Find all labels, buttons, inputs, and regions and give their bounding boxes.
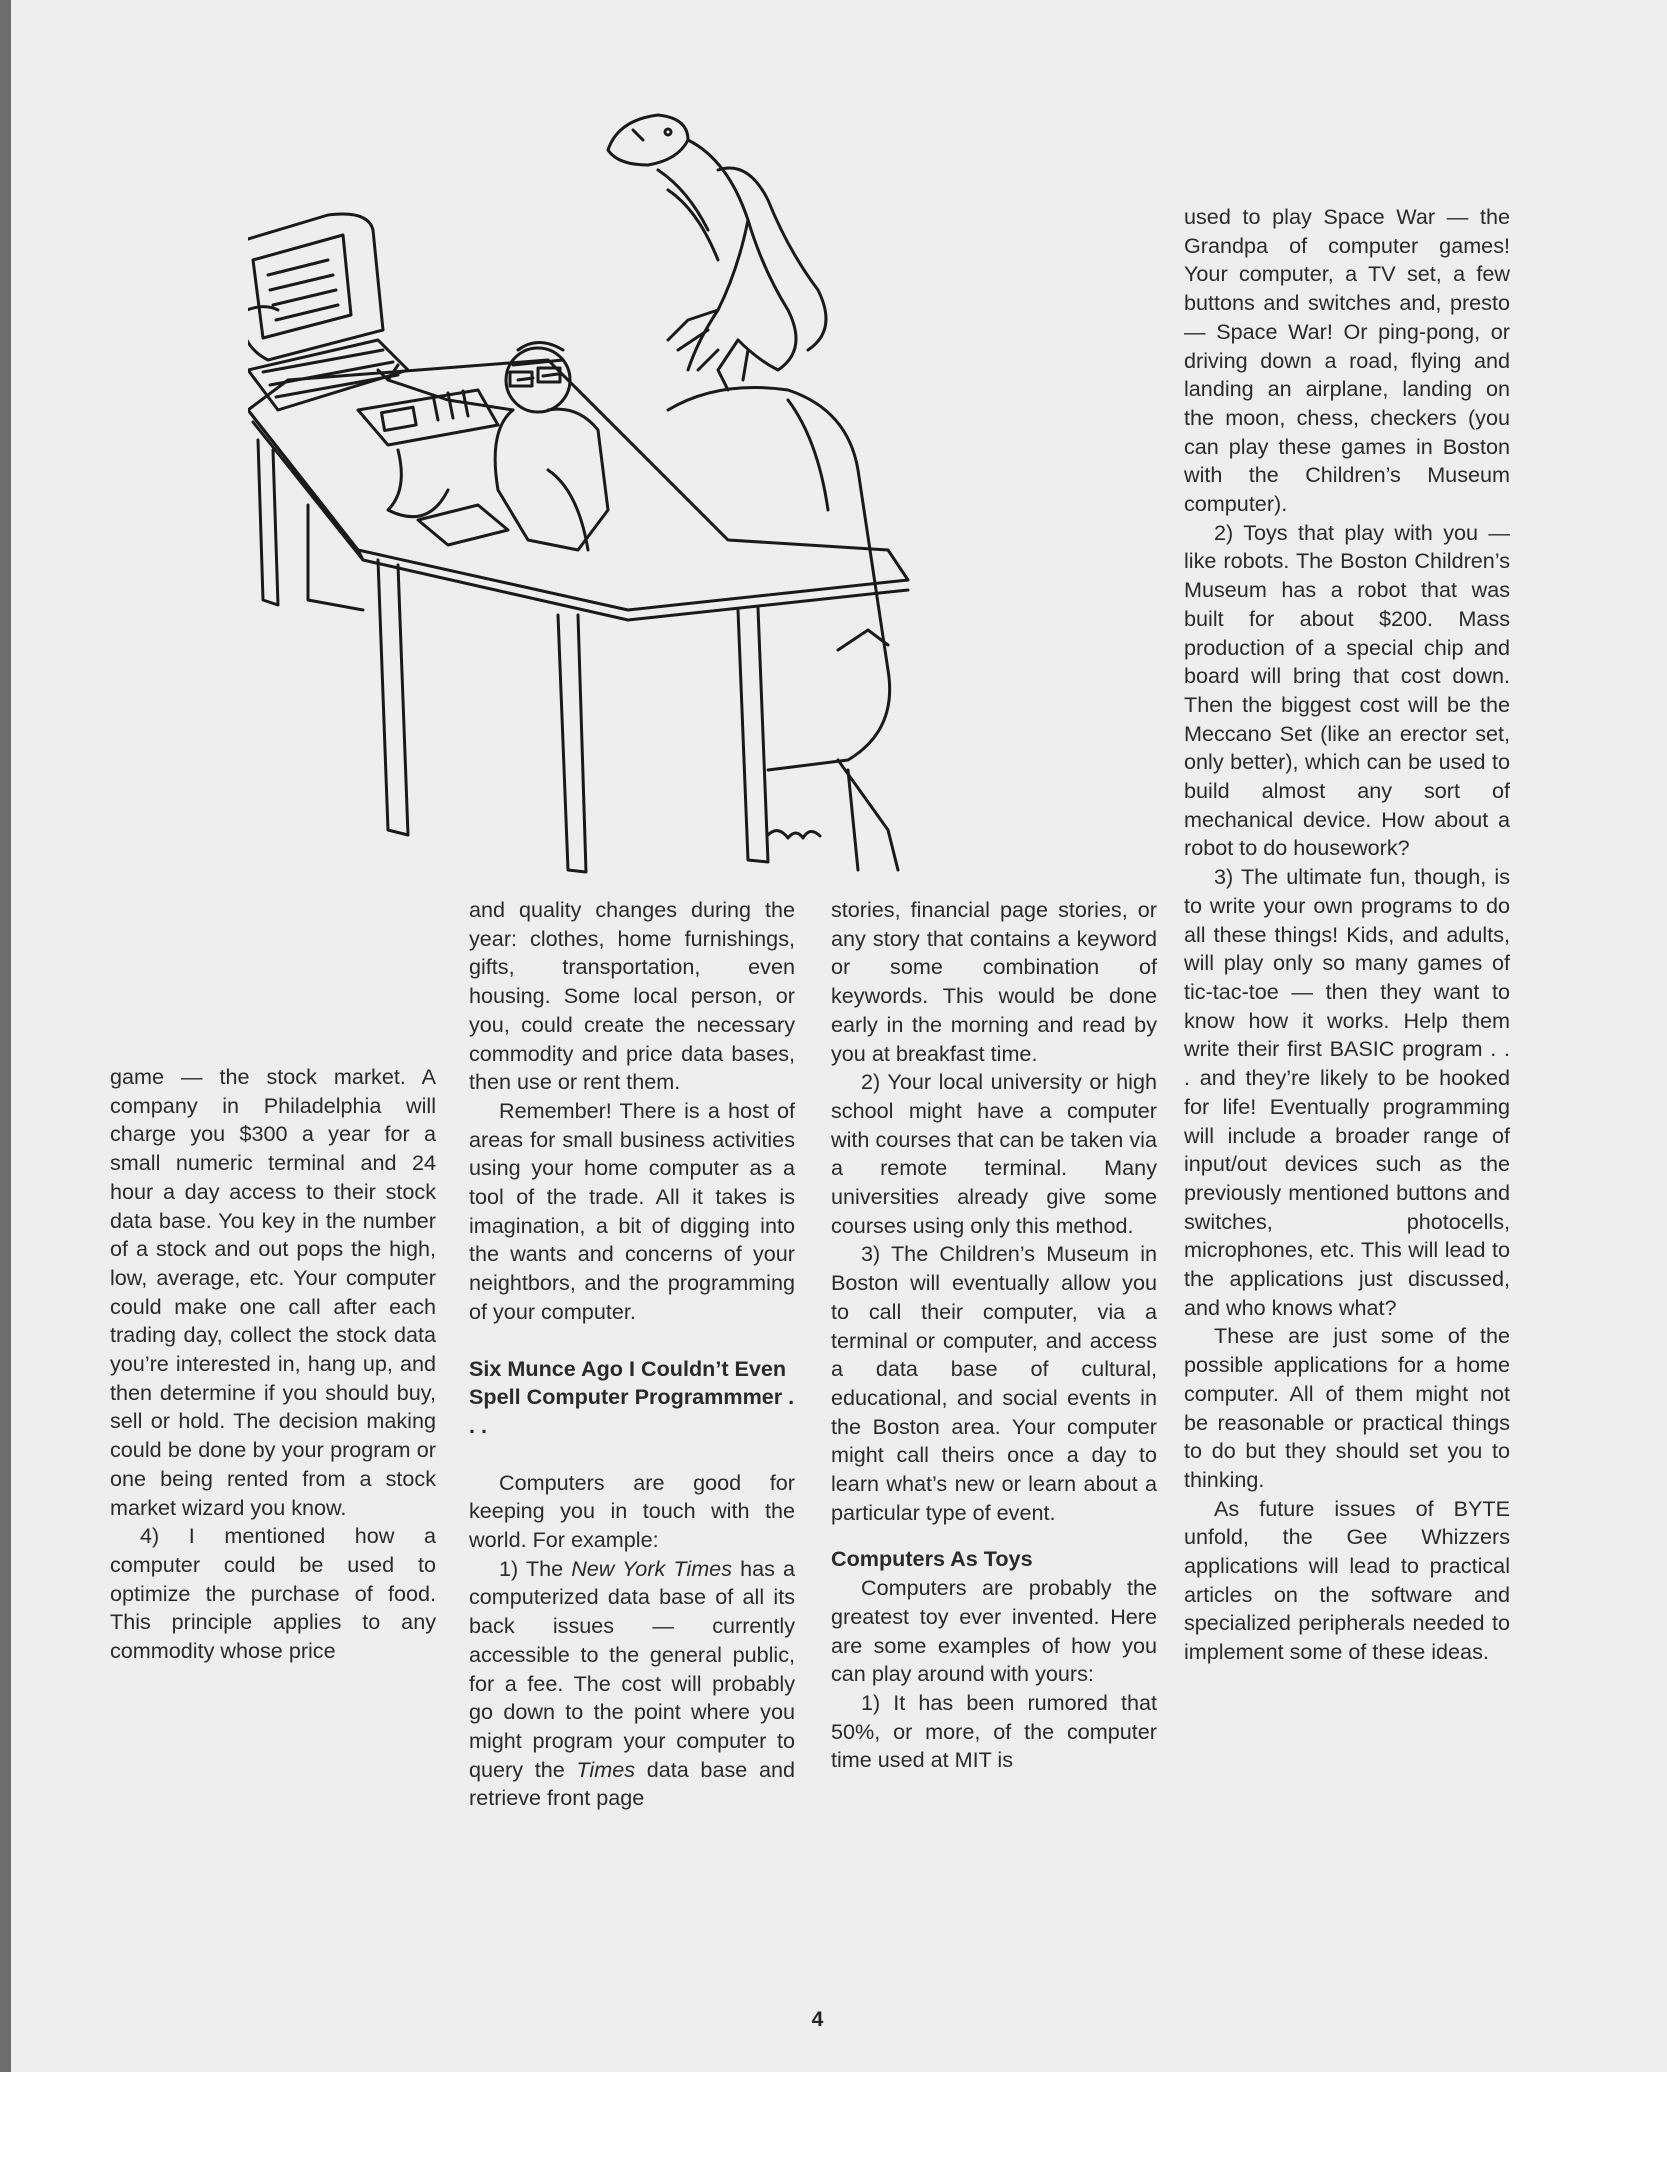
column-2 — [469, 896, 795, 1813]
paragraph: Computers are good for keeping you in touch with the world. For example: — [469, 1469, 795, 1553]
paragraph: stories, financial page stories, or any story that contains a keyword or some combination of keywords. This would be done early in the morning and read by you at breakfast time. — [831, 897, 1157, 1066]
section-heading: Computers As Toys — [831, 1546, 1033, 1572]
column-4 — [1184, 203, 1510, 1667]
paragraph: Computers are probably the greatest toy ever invented. Here are some examples of how you can play around with yours: — [831, 1575, 1157, 1687]
column-1 — [110, 1063, 436, 1666]
page-number: 4 — [811, 2008, 824, 2031]
paragraph: 1) The New York Times has a computerized data base of all its back issues — currently accessible to the general public, for a fee. The cost will probably go down to the point where you might program your computer to query the Times data base and retrieve front page — [469, 1555, 796, 1811]
paragraph: 2) Your local university or high school might have a computer with courses that can be taken via a remote terminal. Many universities already give some courses using only this method. — [831, 1069, 1157, 1238]
paragraph: 1) It has been rumored that 50%, or more, of the computer time used at MIT is — [831, 1689, 1157, 1773]
paragraph: 2) Toys that play with you — like robots. The Boston Children’s Museum has a robot that was built for about $200. Mass production of a special chip and board will bring that cost down. Then the biggest cost will be the Meccano Set (like an erector set, only better), which can be used to build almost any sort of mechanical device. How about a robot to do housework? — [1184, 519, 1510, 861]
column-3 — [831, 896, 1157, 1775]
section-heading: Six Munce Ago I Couldn’t Even Spell Computer Programmmer . . . — [469, 1355, 795, 1438]
page-spine-edge — [0, 0, 11, 2072]
cartoon-man-at-computer-with-vulture-icon — [248, 110, 968, 880]
paragraph: These are just some of the possible applications for a home computer. All of them might not be reasonable or practical things to do but they should set you to thinking. — [1184, 1323, 1510, 1492]
paragraph: As future issues of BYTE unfold, the Gee Whizzers applications will lead to practical articles on the software and specialized peripherals needed to implement some of these ideas. — [1184, 1495, 1510, 1665]
paragraph: game — the stock market. A company in Philadelphia will charge you $300 a year for a small numeric terminal and 24 hour a day access to their stock data base. You key in the number of a stock and out pops the high, low, average, etc. Your computer could make one call after each trading day, collect the stock data you’re interested in, hang up, and then determine if you should buy, sell or hold. The decision making could be done by your program or one being rented from a stock market wizard you know. — [110, 1064, 436, 1520]
paragraph: 4) I mentioned how a computer could be used to optimize the purchase of food. This principle applies to any commodity whose price — [110, 1523, 436, 1664]
paragraph: 3) The ultimate fun, though, is to write your own programs to do all these things! Kids, and adults, will play only so many games of tic-tac-toe — then they want to know how it works. Help them write their first BASIC program . . . and they’re likely to be hooked for life! Eventually programming will include a broader range of input/out devices such as the previously mentioned buttons and switches, photocells, microphones, etc. This will lead to the applications just discussed, and who knows what? — [1184, 864, 1510, 1320]
paragraph: and quality changes during the year: clothes, home furnishings, gifts, transportation, even housing. Some local person, or you, could create the necessary commodity and price data bases, then use or rent them. — [469, 897, 795, 1095]
paragraph: used to play Space War — the Grandpa of computer games! Your computer, a TV set, a few buttons and switches and, presto — Space War! Or ping-pong, or driving down a road, flying and landing an airplane, landing on the moon, chess, checkers (you can play these games in Boston with the Children’s Museum computer). — [1184, 204, 1510, 517]
paragraph: 3) The Children’s Museum in Boston will eventually allow you to call their computer, via a terminal or computer, and access a data base of cultural, educational, and social events in the Boston area. Your computer might call theirs once a day to learn what’s new or learn about a particular type of event. — [831, 1241, 1157, 1525]
paragraph: Remember! There is a host of areas for small business activities using your home computer as a tool of the trade. All it takes is imagination, a bit of digging into the wants and concerns of your neightbors, and the programming of your computer. — [469, 1097, 795, 1324]
